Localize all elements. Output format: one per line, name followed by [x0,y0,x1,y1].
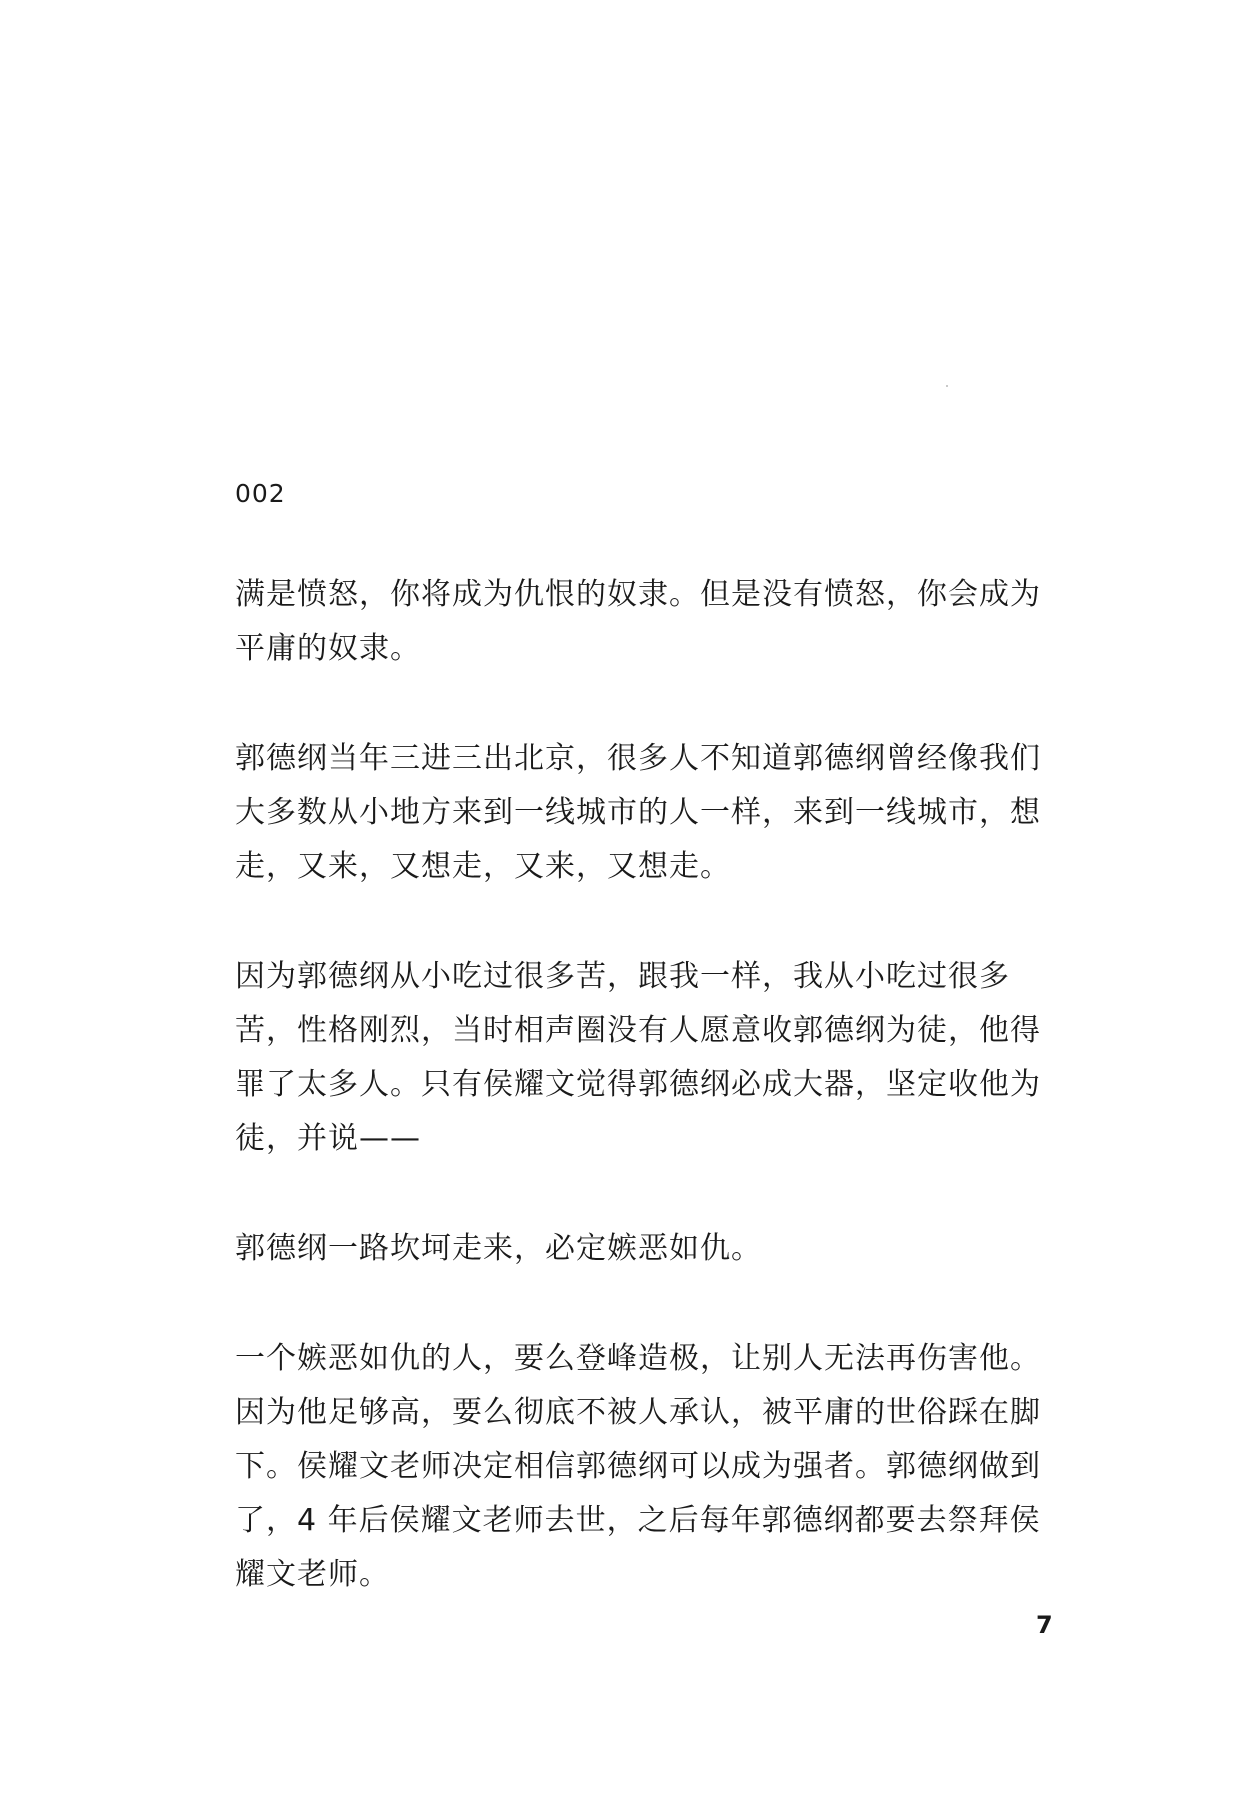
paragraph: 满是愤怒，你将成为仇恨的奴隶。但是没有愤怒，你会成为平庸的奴隶。 [235,577,1041,666]
scan-speck [946,385,948,387]
paragraph: 一个嫉恶如仇的人，要么登峰造极，让别人无法再伤害他。因为他足够高，要么彻底不被人承认，被平庸的世俗踩在脚下。侯耀文老师决定相信郭德纲可以成为强者。郭德纲做到了，4 年后侯耀文老师去世，之后每年郭德纲都要去祭拜侯耀文老师。 [235,1341,1041,1592]
paragraph: 郭德纲一路坎坷走来，必定嫉恶如仇。 [235,1231,762,1266]
body-text [235,568,1055,1658]
paragraph: 因为郭德纲从小吃过很多苦，跟我一样，我从小吃过很多苦，性格刚烈，当时相声圈没有人愿意收郭德纲为徒，他得罪了太多人。只有侯耀文觉得郭德纲必成大器，坚定收他为徒，并说—— [235,959,1041,1156]
section-number: 002 [235,479,286,508]
paragraph: 郭德纲当年三进三出北京，很多人不知道郭德纲曾经像我们大多数从小地方来到一线城市的人一样，来到一线城市，想走，又来，又想走，又来，又想走。 [235,741,1041,884]
page-number: 7 [1036,1611,1053,1639]
